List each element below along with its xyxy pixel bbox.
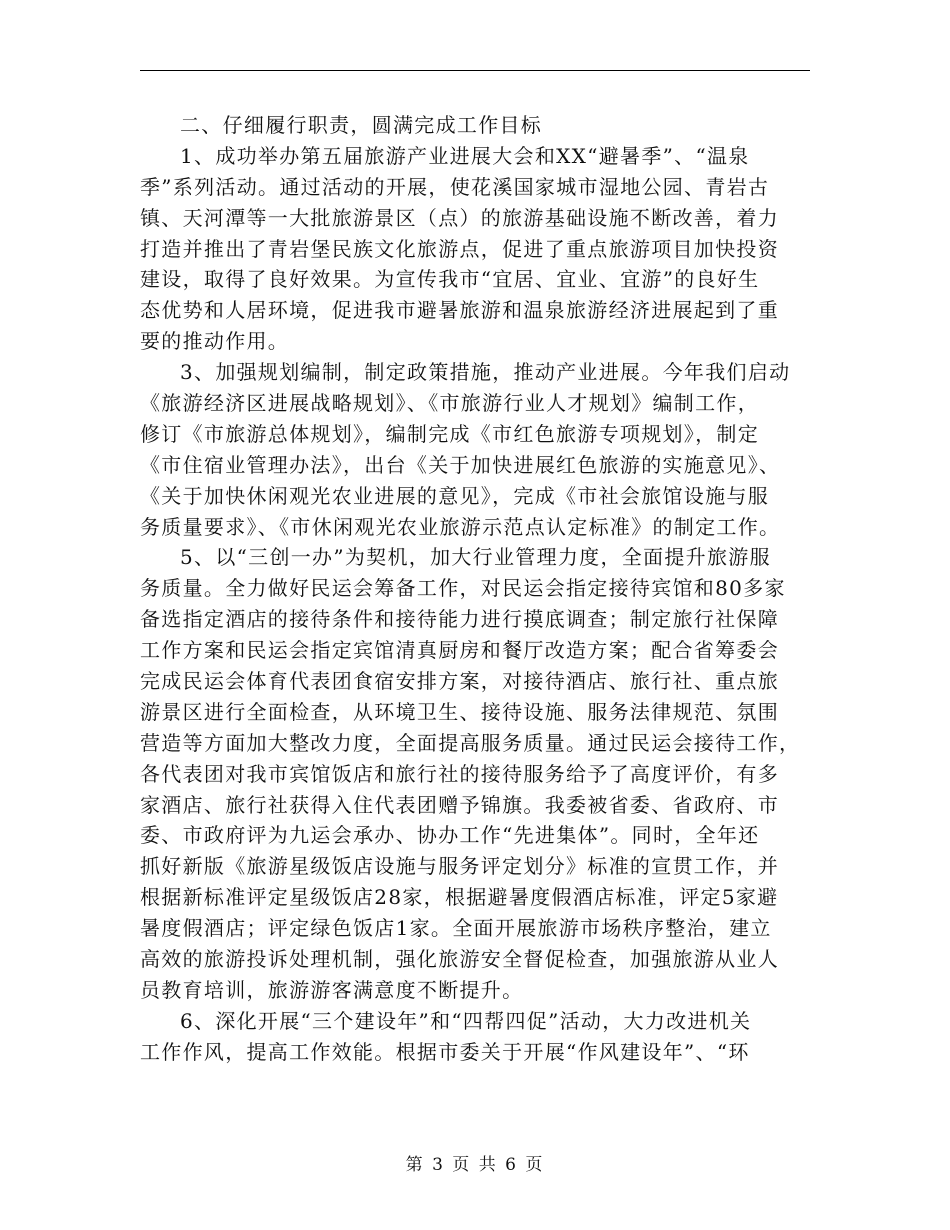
- text-line: 二、仔细履行职责，圆满完成工作目标: [180, 113, 543, 137]
- text-line: 家酒店、旅行社获得入住代表团赠予锦旗。我委被省委、省政府、市: [140, 792, 779, 817]
- header-rule: [140, 70, 810, 71]
- text-line: 季”系列活动。通过活动的开展，使花溪国家城市湿地公园、青岩古: [140, 174, 770, 199]
- text-line: 1、成功举办第五届旅游产业进展大会和XX“避暑季”、“温泉: [180, 143, 750, 168]
- text-line: 各代表团对我市宾馆饭店和旅行社的接待服务给予了高度评价，有多: [140, 761, 779, 786]
- text-line: 《旅游经济区进展战略规划》、《市旅游行业人才规划》编制工作，: [140, 391, 759, 416]
- text-line: 修订《市旅游总体规划》，编制完成《市红色旅游专项规划》，制定: [140, 421, 759, 446]
- text-line: 工作方案和民运会指定宾馆清真厨房和餐厅改造方案；配合省筹委会: [140, 638, 779, 663]
- text-line: 5、以“三创一办”为契机，加大行业管理力度，全面提升旅游服: [180, 545, 771, 570]
- text-line: 抓好新版《旅游星级饭店设施与服务评定划分》标准的宣贯工作，并: [140, 854, 779, 879]
- text-line: 营造等方面加大整改力度，全面提高服务质量。通过民运会接待工作，: [140, 730, 801, 755]
- document-body: [140, 110, 810, 1068]
- text-line: 备选指定酒店的接待条件和接待能力进行摸底调查；制定旅行社保障: [140, 607, 779, 632]
- text-line: 《关于加快休闲观光农业进展的意见》，完成《市社会旅馆设施与服: [140, 483, 769, 508]
- text-line: 高效的旅游投诉处理机制，强化旅游安全督促检查，加强旅游从业人: [140, 947, 779, 972]
- text-line: 工作作风，提高工作效能。根据市委关于开展“作风建设年”、“环: [140, 1039, 750, 1064]
- text-line: 6、深化开展“三个建设年”和“四帮四促”活动，大力改进机关: [180, 1008, 752, 1033]
- text-line: 镇、天河潭等一大批旅游景区（点）的旅游基础设施不断改善，着力: [140, 205, 779, 230]
- text-line: 游景区进行全面检查，从环境卫生、接待设施、服务法律规范、氛围: [140, 699, 779, 724]
- text-line: 务质量要求》、《市休闲观光农业旅游示范点认定标准》的制定工作。: [140, 514, 781, 539]
- text-line: 3、加强规划编制，制定政策措施，推动产业进展。今年我们启动: [180, 360, 791, 385]
- text-line: 根据新标准评定星级饭店28家，根据避暑度假酒店标准，评定5家避: [140, 885, 779, 910]
- text-line: 暑度假酒店；评定绿色饭店1家。全面开展旅游市场秩序整治，建立: [140, 916, 772, 941]
- text-line: 委、市政府评为九运会承办、协办工作“先进集体”。同时，全年还: [140, 823, 760, 848]
- text-line: 完成民运会体育代表团食宿安排方案，对接待酒店、旅行社、重点旅: [140, 669, 779, 694]
- text-line: 《市住宿业管理办法》，出台《关于加快进展红色旅游的实施意见》、: [140, 452, 781, 477]
- text-line: 态优势和人居环境，促进我市避暑旅游和温泉旅游经济进展起到了重: [140, 298, 779, 323]
- text-line: 打造并推出了青岩堡民族文化旅游点，促进了重点旅游项目加快投资: [140, 236, 779, 261]
- text-line: 要的推动作用。: [140, 329, 290, 354]
- page-number: 第 3 页 共 6 页: [405, 1155, 545, 1175]
- text-line: 员教育培训，旅游游客满意度不断提升。: [140, 977, 524, 1002]
- text-line: 务质量。全力做好民运会筹备工作，对民运会指定接待宾馆和80多家: [140, 576, 786, 601]
- text-line: 建设，取得了良好效果。为宣传我市“宜居、宜业、宜游”的良好生: [140, 267, 760, 292]
